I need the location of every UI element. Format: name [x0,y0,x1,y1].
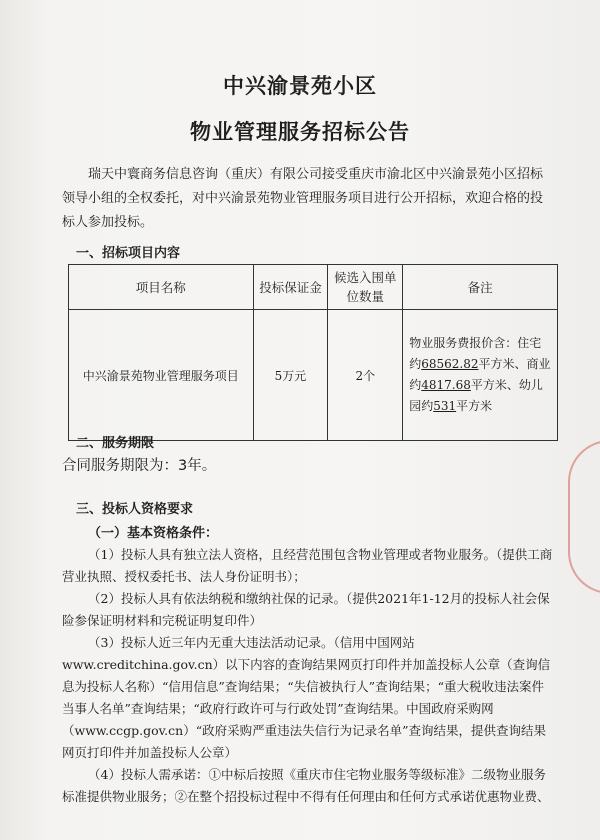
requirement-4: （4）投标人需承诺：①中标后按照《重庆市住宅物业服务等级标准》二级物业服务标准提供物业服务；②在整个招投标过程中不得有任何理由和任何方式承诺优惠物业费、 [62,767,550,804]
section1-heading: 一、招标项目内容 [76,246,181,261]
bid-items-table [68,264,558,441]
section3-heading: 三、投标人资格要求 [76,502,194,517]
document-title-line1: 中兴渝景苑小区 [223,74,377,98]
cell-deposit: 5万元 [253,310,328,441]
table-header-row [69,265,558,310]
intro-paragraph: 瑞天中寰商务信息咨询（重庆）有限公司接受重庆市渝北区中兴渝景苑小区招标领导小组的全权委托，对中兴渝景苑物业管理服务项目进行公开招标，欢迎合格的投标人参加投标。 [62,167,544,230]
requirement-3: （3）投标人近三年内无重大违法活动记录。（信用中国网站www.creditchina.gov.cn）以下内容的查询结果网页打印件并加盖投标人公章（查询信息为投标人名称）“信用信息”查询结果；“失信被执行人”查询结果；“重大税收违法案件当事人名单”查询结果；“政府行政许可与行政处罚”查询结果。中国政府采购网（www.ccgp.gov.cn）“政府采购严重违法失信行为记录名单”查询结果，提供查询结果网页打印件并加盖投标人公章） [62,635,551,760]
note-prefix: 物业服务费报价含：住宅约 [409,336,542,371]
table-row [69,310,558,441]
section2-heading: 二、服务期限 [76,436,155,451]
cell-notes [403,310,558,441]
header-candidate-count: 候选入围单位数量 [328,265,403,310]
red-seal-stamp [568,440,600,594]
note-suffix: 平方米 [456,399,493,413]
requirement-1: （1）投标人具有独立法人资格，且经营范围包含物业管理或者物业服务。（提供工商营业执照、授权委托书、法人身份证明书）； [62,547,553,584]
subsection1-heading: （一）基本资格条件： [88,526,219,541]
requirement-2: （2）投标人具有依法纳税和缴纳社保的记录。（提供2021年1-12月的投标人社会保险参保证明材料和完税证明复印件） [62,591,550,628]
cell-project-name: 中兴渝景苑物业管理服务项目 [69,310,254,441]
residential-area: 68562.82 [421,357,479,371]
header-notes: 备注 [403,265,558,310]
cell-candidate-count: 2个 [328,310,403,441]
note-mid2: 平方米、幼儿园约 [409,378,543,413]
kindergarten-area: 531 [433,399,457,413]
header-deposit: 投标保证金 [253,265,328,310]
header-project-name: 项目名称 [69,265,254,310]
note-mid1: 平方米、商业约 [409,357,551,392]
document-title-line2: 物业管理服务招标公告 [190,120,410,144]
commercial-area: 4817.68 [421,378,471,392]
contract-period: 合同服务期限为：3年。 [62,458,217,474]
